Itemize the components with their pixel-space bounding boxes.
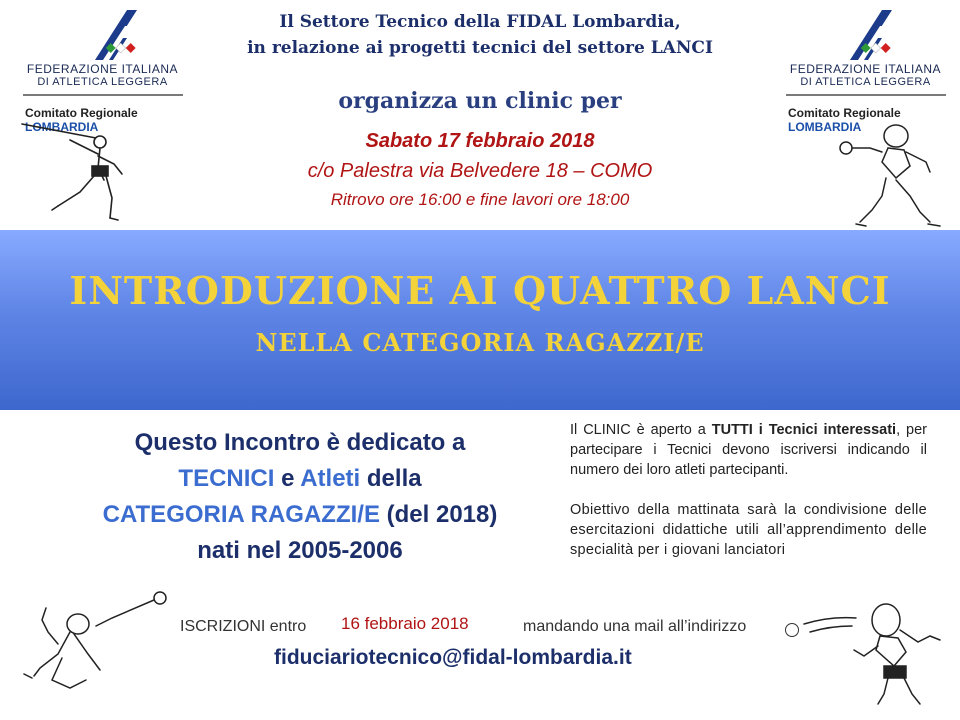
event-place: c/o Palestra via Belvedere 18 – COMO bbox=[307, 160, 653, 182]
audience-della: della bbox=[360, 465, 422, 492]
event-date: Sabato 17 febbraio 2018 bbox=[365, 130, 595, 152]
registration-deadline: 16 febbraio 2018 bbox=[341, 614, 469, 633]
audience-line2 bbox=[40, 461, 560, 497]
info-paragraph-2: Obiettivo della mattinata sarà la condivisione delle esercitazioni didattiche utili all’apprendimento delle specialità per i giovani lanciatori bbox=[570, 502, 927, 558]
logo-divider bbox=[23, 94, 183, 96]
audience-and: e bbox=[274, 465, 301, 492]
registration-prefix: ISCRIZIONI entro bbox=[180, 618, 307, 635]
logo-org-line2: DI ATLETICA LEGGERA bbox=[800, 76, 931, 88]
title-banner bbox=[0, 230, 960, 410]
header-line2: in relazione ai progetti tecnici del settore LANCI bbox=[247, 38, 713, 58]
discus-thrower-illustration bbox=[800, 586, 950, 714]
audience-year: (del 2018) bbox=[379, 501, 498, 528]
registration-suffix: mandando una mail all’indirizzo bbox=[523, 618, 747, 635]
shot-putter-illustration bbox=[830, 122, 950, 234]
fidal-logo-left bbox=[15, 2, 190, 134]
fidal-logo-right bbox=[778, 2, 953, 134]
info-p1-bold: TUTTI i Tecnici interessati bbox=[711, 422, 897, 438]
logo-divider bbox=[786, 94, 946, 96]
audience-line1: Questo Incontro è dedicato a bbox=[134, 429, 466, 456]
logo-org-line1: FEDERAZIONE ITALIANA bbox=[26, 62, 179, 76]
logo-org-line2: DI ATLETICA LEGGERA bbox=[37, 76, 168, 88]
event-time: Ritrovo ore 16:00 e fine lavori ore 18:00 bbox=[330, 190, 630, 209]
audience-category: CATEGORIA RAGAZZI/E bbox=[102, 501, 380, 528]
javelin-thrower-illustration bbox=[18, 118, 148, 228]
fidal-emblem-icon bbox=[778, 2, 953, 62]
circle-icon bbox=[785, 623, 799, 637]
header-line3: organizza un clinic per bbox=[338, 88, 622, 114]
info-p1-end: , per partecipare i Tecnici devono iscriversi indicando il numero dei loro atleti partecipanti. bbox=[570, 422, 928, 478]
banner-subtitle: NELLA CATEGORIA RAGAZZI/E bbox=[255, 328, 705, 357]
comitato-label: Comitato Regionale bbox=[788, 106, 901, 120]
info-p1-start: Il CLINIC è aperto a bbox=[570, 422, 712, 438]
comitato-label: Comitato Regionale bbox=[25, 106, 138, 120]
audience-block bbox=[40, 425, 560, 569]
info-block bbox=[570, 420, 927, 580]
registration-email-link[interactable]: fiduciariotecnico@fidal-lombardia.it bbox=[274, 646, 632, 669]
logo-org-line1: FEDERAZIONE ITALIANA bbox=[789, 62, 942, 76]
audience-tecnici: TECNICI bbox=[178, 465, 275, 492]
region-label: LOMBARDIA bbox=[788, 120, 862, 134]
banner-title: INTRODUZIONE AI QUATTRO LANCI bbox=[69, 268, 891, 313]
info-paragraph-1 bbox=[570, 420, 927, 480]
audience-atleti: Atleti bbox=[300, 465, 361, 492]
fidal-emblem-icon bbox=[15, 2, 190, 62]
hammer-thrower-illustration bbox=[12, 584, 172, 694]
audience-line3 bbox=[40, 497, 560, 533]
header-line1: Il Settore Tecnico della FIDAL Lombardia, bbox=[279, 12, 681, 32]
region-label: LOMBARDIA bbox=[25, 120, 99, 134]
audience-line4: nati nel 2005-2006 bbox=[197, 537, 403, 564]
